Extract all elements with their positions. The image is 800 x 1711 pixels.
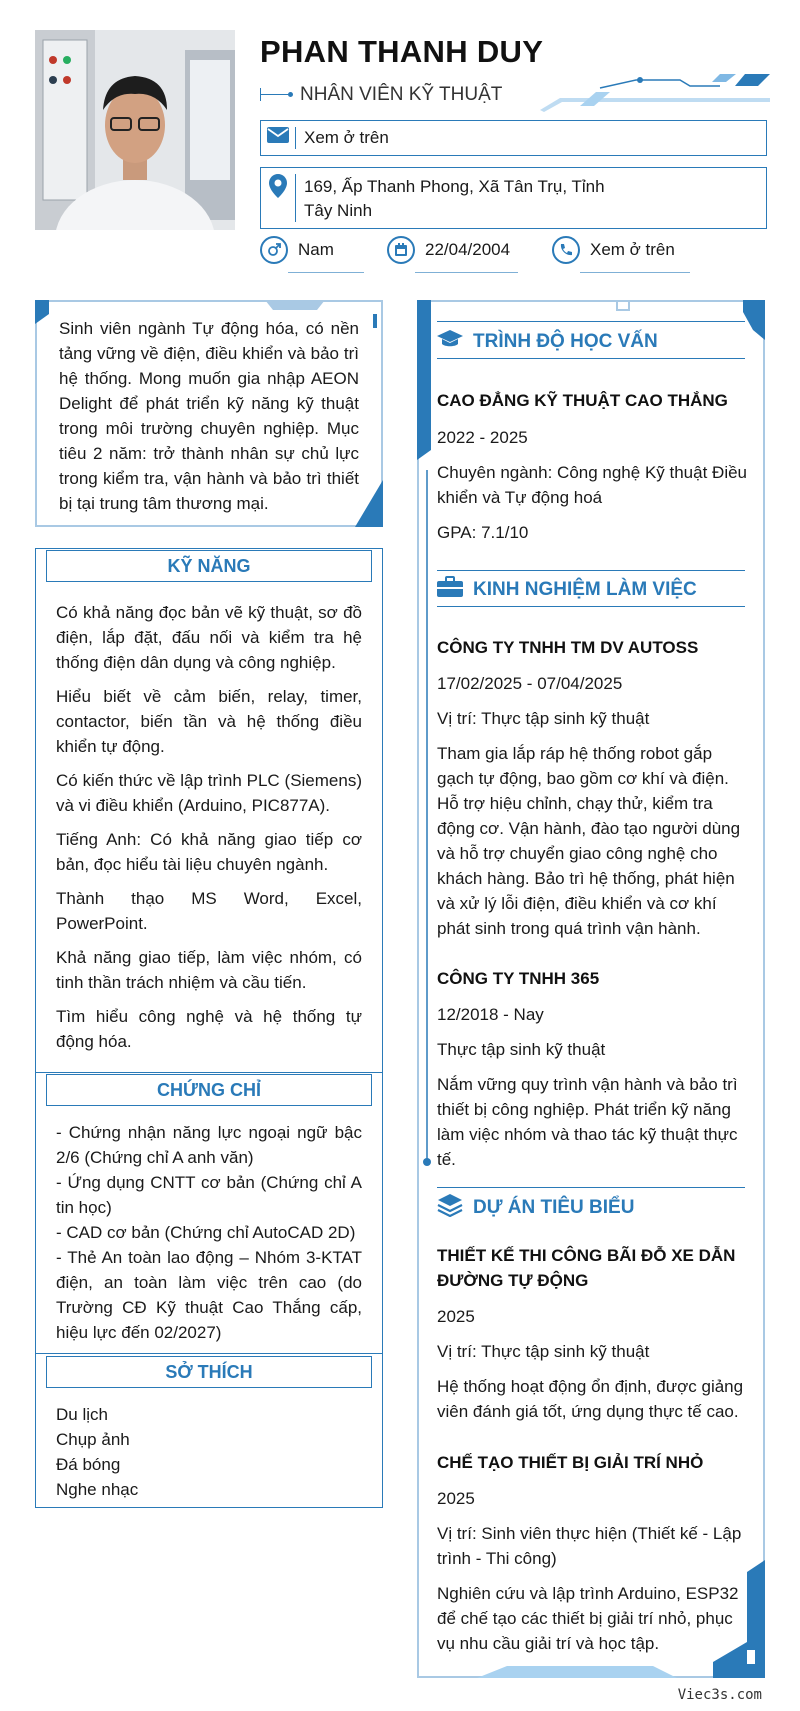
phone-underline (580, 272, 690, 273)
project-year: 2025 (437, 1489, 475, 1508)
job-company: CÔNG TY TNHH TM DV AUTOSS (437, 638, 699, 657)
divider (35, 1353, 383, 1354)
objective-panel (35, 300, 383, 527)
project-position: Vị trí: Sinh viên thực hiện (Thiết kế - Lập trình - Thi công) (437, 1524, 742, 1568)
address-box (260, 167, 767, 229)
experience-title: KINH NGHIỆM LÀM VIỆC (473, 579, 697, 600)
gender-icon (260, 236, 288, 264)
education-title: TRÌNH ĐỘ HỌC VẤN (473, 331, 658, 352)
location-pin-icon (269, 174, 287, 203)
project-name: CHẾ TẠO THIẾT BỊ GIẢI TRÍ NHỎ (437, 1453, 704, 1472)
skill-item: Tiếng Anh: Có khả năng giao tiếp cơ bản, đọc hiểu tài liệu chuyên ngành. (56, 830, 362, 874)
projects-heading (437, 1193, 634, 1223)
education-period: 2022 - 2025 (437, 428, 528, 447)
project-year: 2025 (437, 1307, 475, 1326)
certificate-item: - Ứng dụng CNTT cơ bản (Chứng chỉ A tin học) (56, 1173, 362, 1217)
job-title: NHÂN VIÊN KỸ THUẬT (300, 84, 503, 105)
dob-item (387, 236, 510, 264)
phone-item (552, 236, 675, 264)
divider (35, 1072, 383, 1073)
phone-value: Xem ở trên (590, 240, 675, 259)
job-position: Vị trí: Thực tập sinh kỹ thuật (437, 709, 650, 728)
objective-text: Sinh viên ngành Tự động hóa, có nền tảng vững về điện, điều khiển và bảo trì hệ thống. Mong muốn gia nhập AEON Delight để phát triển kỹ năng kỹ thuật trong môi trường chuyên nghiệp. Mục tiêu 2 năm: trở thành nhân sự chủ lực trong kiểm tra, vận hành và bảo trì thiết bị tại trung tâm thương mại. (59, 319, 359, 513)
project-entry (437, 1450, 747, 1656)
skill-item: Thành thạo MS Word, Excel, PowerPoint. (56, 889, 362, 933)
email-box (260, 120, 767, 156)
candidate-name: PHAN THANH DUY (260, 34, 544, 69)
skills-list (56, 600, 362, 1054)
hobby-item: Nghe nhạc (56, 1480, 139, 1499)
certificate-item: - Thẻ An toàn lao động – Nhóm 3-KTAT điện, an toàn làm việc trên cao (do Trường CĐ Kỹ thuật Cao Thắng cấp, hiệu lực đến 02/2027) (56, 1248, 362, 1342)
job-entry (437, 966, 747, 1172)
calendar-icon (387, 236, 415, 264)
project-description: Nghiên cứu và lập trình Arduino, ESP32 để chế tạo các thiết bị giải trí nhỏ, phục vụ nhu cầu giải trí và học tập. (437, 1584, 739, 1653)
job-entry (437, 635, 747, 941)
job-period: 17/02/2025 - 07/04/2025 (437, 674, 623, 693)
project-name: THIẾT KẾ THI CÔNG BÃI ĐỖ XE DẪN ĐƯỜNG TỰ ĐỘNG (437, 1246, 736, 1290)
project-description: Hệ thống hoạt động ổn định, được giảng viên đánh giá tốt, ứng dụng thực tế cao. (437, 1377, 744, 1421)
divider (437, 1187, 745, 1188)
skills-heading: KỸ NĂNG (46, 550, 372, 582)
education-heading (437, 328, 658, 356)
skill-item: Tìm hiểu công nghệ và hệ thống tự động hóa. (56, 1007, 362, 1051)
project-position: Vị trí: Thực tập sinh kỹ thuật (437, 1342, 650, 1361)
watermark: Viec3s.com (677, 1687, 762, 1703)
divider (437, 321, 745, 322)
email-value: Xem ở trên (304, 128, 389, 147)
layers-icon (437, 1193, 463, 1223)
gender-underline (288, 272, 364, 273)
hobby-item: Du lịch (56, 1405, 108, 1424)
job-position: Thực tập sinh kỹ thuật (437, 1040, 606, 1059)
job-period: 12/2018 - Nay (437, 1005, 544, 1024)
divider (437, 358, 745, 359)
hobbies-heading: SỞ THÍCH (46, 1356, 372, 1388)
gender-item (260, 236, 334, 264)
dob-underline (415, 272, 518, 273)
divider (437, 570, 745, 571)
address-value: 169, Ấp Thanh Phong, Xã Tân Trụ, Tỉnh Tây Ninh (304, 177, 605, 220)
certificates-heading: CHỨNG CHỈ (46, 1074, 372, 1106)
dob-value: 22/04/2004 (425, 240, 511, 259)
briefcase-icon (437, 576, 463, 604)
education-entry (437, 388, 747, 545)
gender-value: Nam (298, 240, 334, 259)
job-company: CÔNG TY TNHH 365 (437, 969, 600, 988)
divider (437, 606, 745, 607)
experience-heading (437, 576, 697, 604)
envelope-icon (267, 127, 289, 148)
skill-item: Có khả năng đọc bản vẽ kỹ thuật, sơ đồ điện, lắp đặt, đấu nối và kiểm tra hệ thống điện dân dụng và công nghiệp. (56, 603, 362, 672)
title-decor-line (260, 94, 290, 95)
job-description: Tham gia lắp ráp hệ thống robot gắp gạch tự động, bao gồm cơ khí và điện. Hỗ trợ hiệu chỉnh, chạy thử, kiểm tra động cơ. Vận hành, đào tạo người dùng và hỗ trợ chuyển giao công nghệ cho khách hàng. Bảo trì hệ thống, phát hiện và xử lý lỗi điện, điều khiển và cơ khí phát sinh trong quá trình vận hành. (437, 744, 741, 938)
job-description: Nắm vững quy trình vận hành và bảo trì thiết bị công nghiệp. Phát triển kỹ năng làm việc nhóm và thao tác kỹ thuật thực tế. (437, 1075, 738, 1169)
hobby-item: Đá bóng (56, 1455, 121, 1474)
skill-item: Hiểu biết về cảm biến, relay, timer, contactor, biến tần và hệ thống điều khiển tự động. (56, 687, 362, 756)
school-name: CAO ĐẲNG KỸ THUẬT CAO THẮNG (437, 391, 728, 410)
hobbies-list (56, 1402, 362, 1502)
project-entry (437, 1243, 747, 1424)
circuit-decoration (540, 72, 770, 112)
phone-icon (552, 236, 580, 264)
graduation-cap-icon (437, 328, 463, 356)
education-major: Chuyên ngành: Công nghệ Kỹ thuật Điều khiển và Tự động hoá (437, 463, 748, 507)
certificates-list (56, 1120, 362, 1345)
skill-item: Có kiến thức về lập trình PLC (Siemens) và vi điều khiển (Arduino, PIC877A). (56, 771, 362, 815)
skill-item: Khả năng giao tiếp, làm việc nhóm, có tinh thần trách nhiệm và cầu tiến. (56, 948, 362, 992)
hobby-item: Chụp ảnh (56, 1430, 130, 1449)
education-gpa: GPA: 7.1/10 (437, 523, 529, 542)
projects-title: DỰ ÁN TIÊU BIỂU (473, 1197, 635, 1218)
certificate-item: - CAD cơ bản (Chứng chỉ AutoCAD 2D) (56, 1223, 356, 1242)
certificate-item: - Chứng nhận năng lực ngoại ngữ bậc 2/6 (Chứng chỉ A anh văn) (56, 1123, 362, 1167)
profile-photo (35, 30, 235, 230)
